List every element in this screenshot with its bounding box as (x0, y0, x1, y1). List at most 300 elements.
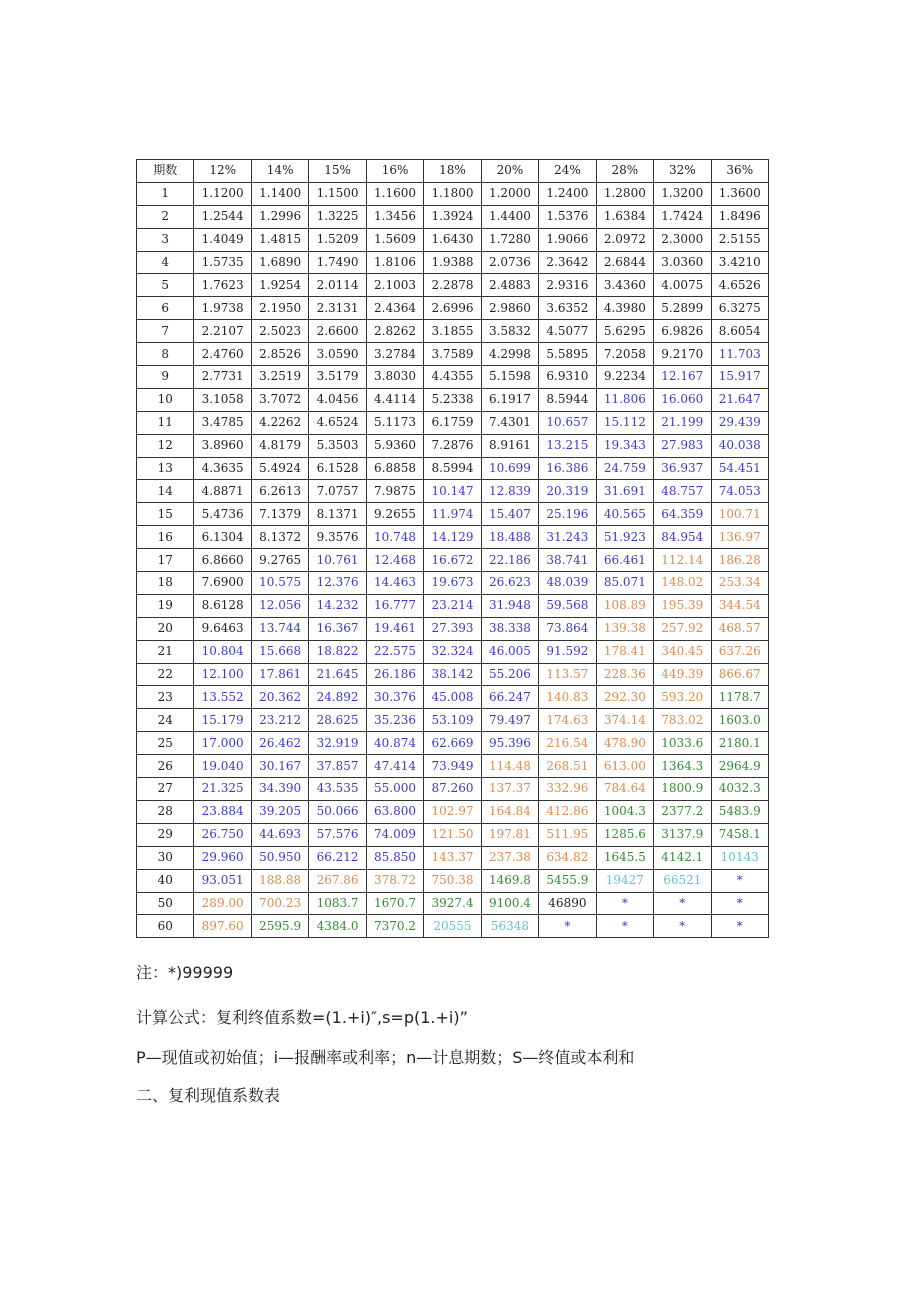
factor-cell: 7.2876 (424, 434, 481, 457)
factor-cell: 137.37 (481, 778, 538, 801)
factor-cell: 2.3131 (309, 297, 366, 320)
period-cell: 10 (137, 388, 194, 411)
factor-cell: 48.039 (539, 572, 596, 595)
factor-cell: 20.362 (251, 686, 308, 709)
factor-cell: 1.9388 (424, 251, 481, 274)
factor-cell: 31.948 (481, 594, 538, 617)
period-cell: 20 (137, 617, 194, 640)
factor-cell: 15.179 (194, 709, 251, 732)
factor-cell: 143.37 (424, 846, 481, 869)
factor-cell: 95.396 (481, 732, 538, 755)
factor-cell: 2.2107 (194, 320, 251, 343)
period-cell: 14 (137, 480, 194, 503)
factor-cell: 7.6900 (194, 572, 251, 595)
factor-cell: 449.39 (654, 663, 711, 686)
period-cell: 25 (137, 732, 194, 755)
factor-cell: 378.72 (366, 869, 423, 892)
factor-cell: 140.83 (539, 686, 596, 709)
note-asterisk: 注：*)99999 (136, 963, 234, 982)
factor-cell: * (711, 915, 768, 938)
factor-cell: 15.668 (251, 640, 308, 663)
table-row (137, 755, 769, 778)
factor-cell: 3.8030 (366, 366, 423, 389)
factor-cell: 1.3456 (366, 205, 423, 228)
factor-cell: 6.3275 (711, 297, 768, 320)
factor-cell: 7458.1 (711, 823, 768, 846)
factor-cell: 14.232 (309, 594, 366, 617)
factor-cell: 344.54 (711, 594, 768, 617)
factor-cell: 3.4360 (596, 274, 653, 297)
factor-cell: 7.9875 (366, 480, 423, 503)
factor-cell: 17.000 (194, 732, 251, 755)
period-cell: 23 (137, 686, 194, 709)
factor-cell: 16.367 (309, 617, 366, 640)
factor-cell: 23.214 (424, 594, 481, 617)
factor-cell: 478.90 (596, 732, 653, 755)
factor-cell: 5.9360 (366, 434, 423, 457)
header-rate: 32% (654, 160, 711, 183)
header-rate: 36% (711, 160, 768, 183)
factor-cell: 7.1379 (251, 503, 308, 526)
factor-cell: 25.196 (539, 503, 596, 526)
factor-cell: 1033.6 (654, 732, 711, 755)
factor-cell: 19.343 (596, 434, 653, 457)
factor-cell: 2.4883 (481, 274, 538, 297)
header-rate: 18% (424, 160, 481, 183)
factor-cell: 19.040 (194, 755, 251, 778)
factor-cell: 5.4924 (251, 457, 308, 480)
factor-cell: 7.4301 (481, 411, 538, 434)
factor-cell: 3.5179 (309, 366, 366, 389)
factor-cell: 2.5023 (251, 320, 308, 343)
factor-cell: 1.2000 (481, 182, 538, 205)
factor-cell: 29.960 (194, 846, 251, 869)
period-cell: 29 (137, 823, 194, 846)
table-row (137, 366, 769, 389)
factor-cell: 1.7490 (309, 251, 366, 274)
period-cell: 30 (137, 846, 194, 869)
factor-cell: 9.2765 (251, 549, 308, 572)
factor-cell: 23.212 (251, 709, 308, 732)
factor-cell: 1.2544 (194, 205, 251, 228)
factor-cell: 2.7731 (194, 366, 251, 389)
factor-cell: 866.67 (711, 663, 768, 686)
section-title: 二、复利现值系数表 (136, 1086, 281, 1105)
factor-cell: 237.38 (481, 846, 538, 869)
factor-cell: 1603.0 (711, 709, 768, 732)
factor-cell: 66.212 (309, 846, 366, 869)
factor-cell: 36.937 (654, 457, 711, 480)
factor-cell: 634.82 (539, 846, 596, 869)
factor-cell: 85.850 (366, 846, 423, 869)
factor-cell: 1.1500 (309, 182, 366, 205)
factor-cell: 5.1173 (366, 411, 423, 434)
factor-cell: 1.9254 (251, 274, 308, 297)
factor-cell: 5.6295 (596, 320, 653, 343)
factor-cell: 4.3635 (194, 457, 251, 480)
table-row (137, 892, 769, 915)
factor-cell: 2.0114 (309, 274, 366, 297)
factor-cell: 28.625 (309, 709, 366, 732)
factor-cell: 15.917 (711, 366, 768, 389)
factor-cell: 38.142 (424, 663, 481, 686)
factor-cell: 2.6600 (309, 320, 366, 343)
factor-cell: 21.199 (654, 411, 711, 434)
factor-cell: 5.1598 (481, 366, 538, 389)
factor-cell: 50.950 (251, 846, 308, 869)
factor-cell: 637.26 (711, 640, 768, 663)
factor-cell: 40.038 (711, 434, 768, 457)
factor-cell: 12.839 (481, 480, 538, 503)
factor-cell: 44.693 (251, 823, 308, 846)
table-row (137, 274, 769, 297)
factor-cell: 8.5944 (539, 388, 596, 411)
factor-cell: 108.89 (596, 594, 653, 617)
factor-cell: 4.4355 (424, 366, 481, 389)
factor-cell: 4.0075 (654, 274, 711, 297)
period-cell: 40 (137, 869, 194, 892)
table-row (137, 434, 769, 457)
factor-cell: 784.64 (596, 778, 653, 801)
period-cell: 13 (137, 457, 194, 480)
factor-cell: 4.5077 (539, 320, 596, 343)
factor-cell: 2964.9 (711, 755, 768, 778)
factor-cell: 1645.5 (596, 846, 653, 869)
factor-cell: 23.884 (194, 800, 251, 823)
factor-cell: 257.92 (654, 617, 711, 640)
factor-cell: 1.9738 (194, 297, 251, 320)
factor-cell: * (539, 915, 596, 938)
factor-cell: 897.60 (194, 915, 251, 938)
factor-cell: 2.4760 (194, 343, 251, 366)
factor-cell: 4384.0 (309, 915, 366, 938)
period-cell: 19 (137, 594, 194, 617)
factor-cell: 9.2170 (654, 343, 711, 366)
period-cell: 16 (137, 526, 194, 549)
factor-cell: 3.1855 (424, 320, 481, 343)
factor-cell: 1.4400 (481, 205, 538, 228)
factor-cell: 4.3980 (596, 297, 653, 320)
factor-cell: 6.1759 (424, 411, 481, 434)
factor-cell: 8.5994 (424, 457, 481, 480)
factor-cell: 79.497 (481, 709, 538, 732)
table-row (137, 709, 769, 732)
factor-cell: * (711, 892, 768, 915)
period-cell: 1 (137, 182, 194, 205)
factor-cell: 1.7623 (194, 274, 251, 297)
factor-cell: 374.14 (596, 709, 653, 732)
factor-cell: 10.147 (424, 480, 481, 503)
factor-cell: 1.3600 (711, 182, 768, 205)
factor-cell: 1800.9 (654, 778, 711, 801)
factor-cell: 31.243 (539, 526, 596, 549)
factor-cell: 30.167 (251, 755, 308, 778)
factor-cell: 1.7424 (654, 205, 711, 228)
period-cell: 15 (137, 503, 194, 526)
table-row (137, 640, 769, 663)
factor-cell: 268.51 (539, 755, 596, 778)
factor-cell: 1004.3 (596, 800, 653, 823)
factor-cell: 6.1528 (309, 457, 366, 480)
factor-cell: 1.4815 (251, 228, 308, 251)
table-row (137, 411, 769, 434)
factor-cell: 3.7589 (424, 343, 481, 366)
factor-cell: 2.2878 (424, 274, 481, 297)
table-row (137, 663, 769, 686)
factor-cell: 4.6524 (309, 411, 366, 434)
factor-cell: 4.4114 (366, 388, 423, 411)
factor-cell: 2.6844 (596, 251, 653, 274)
table-row (137, 732, 769, 755)
factor-cell: 195.39 (654, 594, 711, 617)
factor-cell: 9.3576 (309, 526, 366, 549)
factor-cell: 2377.2 (654, 800, 711, 823)
factor-cell: 700.23 (251, 892, 308, 915)
factor-cell: 1.5735 (194, 251, 251, 274)
factor-cell: 188.88 (251, 869, 308, 892)
compound-interest-table-container (136, 159, 769, 938)
factor-cell: 1.8496 (711, 205, 768, 228)
period-cell: 28 (137, 800, 194, 823)
factor-cell: 1.6430 (424, 228, 481, 251)
factor-cell: 40.565 (596, 503, 653, 526)
factor-cell: 13.215 (539, 434, 596, 457)
factor-cell: 21.645 (309, 663, 366, 686)
factor-cell: 26.623 (481, 572, 538, 595)
factor-cell: 66.461 (596, 549, 653, 572)
factor-cell: 8.6054 (711, 320, 768, 343)
factor-cell: 48.757 (654, 480, 711, 503)
factor-cell: 51.923 (596, 526, 653, 549)
table-row (137, 869, 769, 892)
factor-cell: 3.0360 (654, 251, 711, 274)
factor-cell: 5.5895 (539, 343, 596, 366)
factor-cell: 15.112 (596, 411, 653, 434)
factor-cell: 1.1400 (251, 182, 308, 205)
factor-cell: 2.3642 (539, 251, 596, 274)
factor-cell: * (596, 892, 653, 915)
header-rate: 20% (481, 160, 538, 183)
factor-cell: 112.14 (654, 549, 711, 572)
factor-cell: 1.2996 (251, 205, 308, 228)
factor-cell: 18.822 (309, 640, 366, 663)
factor-cell: 267.86 (309, 869, 366, 892)
factor-cell: 9.6463 (194, 617, 251, 640)
factor-cell: 1.5209 (309, 228, 366, 251)
factor-cell: 3.7072 (251, 388, 308, 411)
formula-text: 计算公式：复利终值系数=(1.+i)″,s=p(1.+i)” (136, 1008, 468, 1027)
factor-cell: 10.804 (194, 640, 251, 663)
factor-cell: 15.407 (481, 503, 538, 526)
factor-cell: 46.005 (481, 640, 538, 663)
table-row (137, 846, 769, 869)
period-cell: 18 (137, 572, 194, 595)
factor-cell: 1.1800 (424, 182, 481, 205)
compound-interest-table (136, 159, 769, 938)
factor-cell: 63.800 (366, 800, 423, 823)
factor-cell: 16.777 (366, 594, 423, 617)
factor-cell: 164.84 (481, 800, 538, 823)
factor-cell: 289.00 (194, 892, 251, 915)
period-cell: 11 (137, 411, 194, 434)
factor-cell: 10143 (711, 846, 768, 869)
factor-cell: 1285.6 (596, 823, 653, 846)
factor-cell: 73.949 (424, 755, 481, 778)
factor-cell: 2.6996 (424, 297, 481, 320)
period-cell: 4 (137, 251, 194, 274)
factor-cell: 11.806 (596, 388, 653, 411)
factor-cell: 56348 (481, 915, 538, 938)
factor-cell: 7.0757 (309, 480, 366, 503)
factor-cell: 6.1917 (481, 388, 538, 411)
factor-cell: 593.20 (654, 686, 711, 709)
factor-cell: 228.36 (596, 663, 653, 686)
factor-cell: 139.38 (596, 617, 653, 640)
factor-cell: 74.009 (366, 823, 423, 846)
factor-cell: 136.97 (711, 526, 768, 549)
factor-cell: 2.4364 (366, 297, 423, 320)
factor-cell: 6.2613 (251, 480, 308, 503)
factor-cell: 750.38 (424, 869, 481, 892)
factor-cell: 8.6128 (194, 594, 251, 617)
factor-cell: 59.568 (539, 594, 596, 617)
factor-cell: 114.48 (481, 755, 538, 778)
table-row (137, 800, 769, 823)
table-row (137, 297, 769, 320)
factor-cell: 21.325 (194, 778, 251, 801)
factor-cell: 29.439 (711, 411, 768, 434)
factor-cell: 27.983 (654, 434, 711, 457)
factor-cell: 13.744 (251, 617, 308, 640)
factor-cell: 5.3503 (309, 434, 366, 457)
factor-cell: 38.741 (539, 549, 596, 572)
factor-cell: 40.874 (366, 732, 423, 755)
factor-cell: 121.50 (424, 823, 481, 846)
factor-cell: 216.54 (539, 732, 596, 755)
table-row (137, 480, 769, 503)
factor-cell: * (596, 915, 653, 938)
period-cell: 60 (137, 915, 194, 938)
factor-cell: 783.02 (654, 709, 711, 732)
period-cell: 17 (137, 549, 194, 572)
factor-cell: 5455.9 (539, 869, 596, 892)
factor-cell: 43.535 (309, 778, 366, 801)
factor-cell: 20555 (424, 915, 481, 938)
factor-cell: 186.28 (711, 549, 768, 572)
factor-cell: 3.0590 (309, 343, 366, 366)
factor-cell: 3.1058 (194, 388, 251, 411)
factor-cell: 292.30 (596, 686, 653, 709)
factor-cell: 2.3000 (654, 228, 711, 251)
factor-cell: 9100.4 (481, 892, 538, 915)
header-rate: 15% (309, 160, 366, 183)
factor-cell: 1.7280 (481, 228, 538, 251)
factor-cell: 12.100 (194, 663, 251, 686)
factor-cell: 4.2262 (251, 411, 308, 434)
factor-cell: 53.109 (424, 709, 481, 732)
factor-cell: 1178.7 (711, 686, 768, 709)
factor-cell: 6.8858 (366, 457, 423, 480)
table-row (137, 251, 769, 274)
header-period: 期数 (137, 160, 194, 183)
factor-cell: 19.461 (366, 617, 423, 640)
factor-cell: 340.45 (654, 640, 711, 663)
factor-cell: 24.892 (309, 686, 366, 709)
factor-cell: 3137.9 (654, 823, 711, 846)
factor-cell: 4.8179 (251, 434, 308, 457)
factor-cell: 148.02 (654, 572, 711, 595)
factor-cell: 26.750 (194, 823, 251, 846)
header-rate: 24% (539, 160, 596, 183)
factor-cell: 613.00 (596, 755, 653, 778)
factor-cell: 50.066 (309, 800, 366, 823)
factor-cell: 3.2519 (251, 366, 308, 389)
factor-cell: 39.205 (251, 800, 308, 823)
factor-cell: 1.5609 (366, 228, 423, 251)
factor-cell: 3.8960 (194, 434, 251, 457)
factor-cell: 8.1372 (251, 526, 308, 549)
factor-cell: 332.96 (539, 778, 596, 801)
factor-cell: 100.71 (711, 503, 768, 526)
factor-cell: 26.462 (251, 732, 308, 755)
factor-cell: 17.861 (251, 663, 308, 686)
factor-cell: 1.3200 (654, 182, 711, 205)
table-row (137, 205, 769, 228)
factor-cell: 178.41 (596, 640, 653, 663)
factor-cell: 468.57 (711, 617, 768, 640)
factor-cell: 1.3225 (309, 205, 366, 228)
factor-cell: 57.576 (309, 823, 366, 846)
table-row (137, 778, 769, 801)
header-rate: 28% (596, 160, 653, 183)
period-cell: 9 (137, 366, 194, 389)
table-row (137, 457, 769, 480)
period-cell: 50 (137, 892, 194, 915)
factor-cell: 4.8871 (194, 480, 251, 503)
factor-cell: 45.008 (424, 686, 481, 709)
factor-cell: 31.691 (596, 480, 653, 503)
factor-cell: 1.1600 (366, 182, 423, 205)
factor-cell: 5.4736 (194, 503, 251, 526)
period-cell: 7 (137, 320, 194, 343)
factor-cell: 10.657 (539, 411, 596, 434)
table-row (137, 617, 769, 640)
factor-cell: 54.451 (711, 457, 768, 480)
factor-cell: 1469.8 (481, 869, 538, 892)
factor-cell: 197.81 (481, 823, 538, 846)
factor-cell: 7370.2 (366, 915, 423, 938)
factor-cell: 1083.7 (309, 892, 366, 915)
factor-cell: 6.1304 (194, 526, 251, 549)
factor-cell: 66521 (654, 869, 711, 892)
header-rate: 14% (251, 160, 308, 183)
factor-cell: 113.57 (539, 663, 596, 686)
factor-cell: 16.386 (539, 457, 596, 480)
period-cell: 8 (137, 343, 194, 366)
factor-cell: 253.34 (711, 572, 768, 595)
factor-cell: 30.376 (366, 686, 423, 709)
table-row (137, 594, 769, 617)
factor-cell: * (711, 869, 768, 892)
factor-cell: 1.2800 (596, 182, 653, 205)
factor-cell: 6.8660 (194, 549, 251, 572)
factor-cell: 3.5832 (481, 320, 538, 343)
factor-cell: 22.186 (481, 549, 538, 572)
table-row (137, 182, 769, 205)
table-row (137, 915, 769, 938)
factor-cell: 38.338 (481, 617, 538, 640)
table-row (137, 503, 769, 526)
